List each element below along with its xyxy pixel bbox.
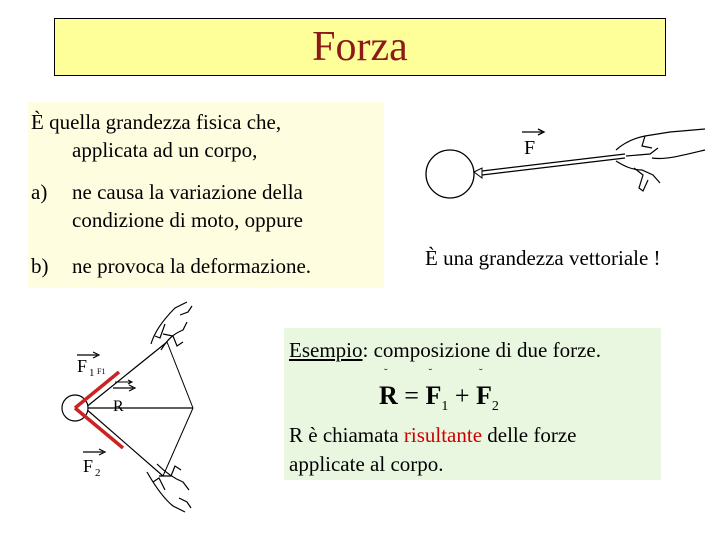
f1-label: F [77,356,88,376]
example-line2: applicate al corpo. [289,452,444,476]
vector-note: È una grandezza vettoriale ! [425,246,661,270]
force-f-label: F [524,137,536,159]
rod-line [482,154,625,171]
ball-icon [426,150,474,198]
title-box [54,18,666,76]
definition-intro-line1: È quella grandezza fisica che, [31,110,282,134]
r-label: R [113,398,124,415]
hand-icon [616,129,705,191]
hand-pulling-ball-figure [420,120,710,215]
example-box [284,328,661,480]
item-a-line2: condizione di moto, oppure [72,208,303,232]
formula-f2: F [476,381,492,410]
f1-subscript: 1 [89,367,95,379]
item-a-marker: a) [31,180,48,204]
example-heading [289,338,601,363]
formula-f1: F [425,381,442,410]
formula-sub2: 2 [491,399,499,415]
f2-label: F [83,456,94,476]
item-b-line1: ne provoca la deformazione. [72,254,312,278]
page-title: Forza [312,24,408,70]
top-hand-icon [151,302,192,350]
example-line1: R è chiamata risultante delle forze [289,423,577,447]
example-label: Esempio [289,338,363,362]
bottom-hand-icon [147,464,191,512]
formula-equals: = [404,381,419,410]
formula-plus: + [454,381,470,410]
item-b-marker: b) [31,254,49,278]
item-a-line1: ne causa la variazione della [72,180,303,204]
force-composition-figure [55,300,260,515]
definition-box [28,102,384,288]
f1-small-label: F1 [97,367,106,376]
formula-sub1: 1 [441,399,449,415]
risultante-highlight: risultante [403,423,483,447]
formula-r: R [379,381,398,410]
example-text: : composizione di due forze. [362,338,602,362]
definition-intro-line2: applicata ad un corpo, [72,138,258,162]
f2-subscript: 2 [95,467,101,479]
resultant-formula: R ˘ = F ˘ $_1$ + F ˘ $_2$ [379,367,499,415]
